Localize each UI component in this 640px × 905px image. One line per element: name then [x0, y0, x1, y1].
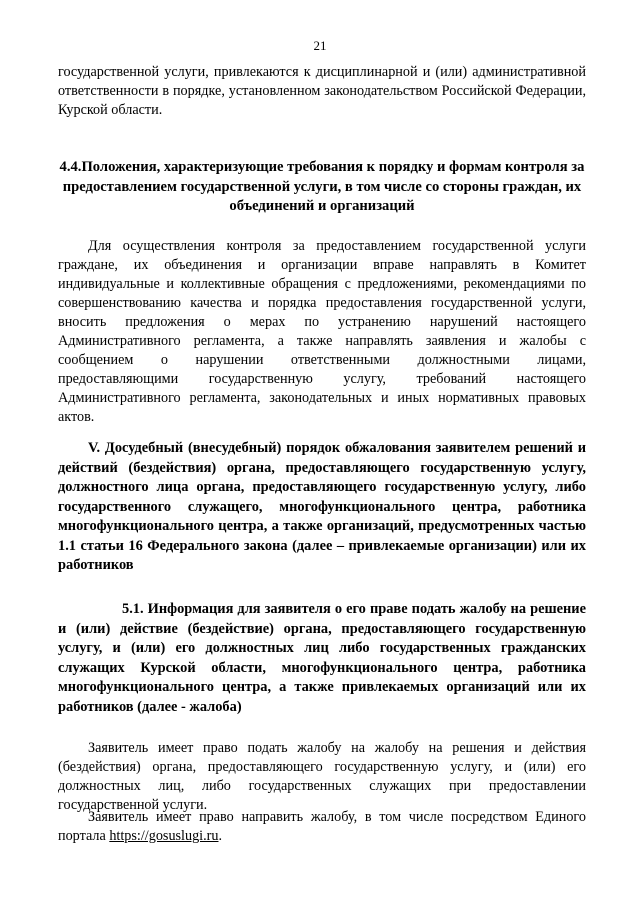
paragraph-text-start: Заявитель имеет право направить жалобу, в том числе посредством Единого портала [58, 809, 586, 844]
paragraph-text-end: . [218, 828, 223, 844]
heading-text: V. Досудебный (внесудебный) порядок обжалования заявителем решений и действий (бездействия) органа, предоставляющего государственную услугу, должностного лица органа, предоставляющего государственную услугу, либо государственного служащего, многофункционального центра, работника многофункционального центра, а также организаций, предусмотренных частью 1.1 статьи 16 Федерального закона (далее – привлекаемые организации) или их работников [58, 440, 586, 573]
section-heading-4-4 [58, 158, 586, 217]
paragraph-text: Заявитель имеет право подать жалобу на жалобу на решения и действия (бездействия) органа, предоставляющего государственную услугу, и (или) его должностных лиц, либо государственных служащих при предоставлении государственной услуги. [58, 740, 586, 813]
paragraph-responsibility [58, 63, 586, 120]
section-heading-v [58, 439, 586, 576]
heading-text: 4.4.Положения, характеризующие требования к порядку и формам контроля за предоставлением государственной услуги, в том числе со стороны граждан, их объединений и организаций [59, 159, 585, 214]
heading-text: 5.1. Информация для заявителя о его праве подать жалобу на решение и (или) действие (бездействие) органа, предоставляющего государственную услугу, и (или) его должностных лиц либо государственных гражданских служащих Курской области, многофункционального центра, работника многофункционального центра, а также привлекаемых организаций или их работников (далее - жалоба) [58, 601, 586, 715]
paragraph-text [58, 808, 586, 846]
gosuslugi-link[interactable]: https://gosuslugi.ru [109, 828, 219, 844]
paragraph-text: Для осуществления контроля за предоставлением государственной услуги граждане, их объединения и организации вправе направлять в Комитет индивидуальные и коллективные обращения с предложениями, рекомендациями по совершенствованию качества и порядка предоставления государственной услуги, вносить предложения о мерах по устранению нарушений настоящего Административного регламента, а также направлять заявления и жалобы с сообщением о нарушении ответственными должностными лицами, предоставляющими государственную услугу, требований настоящего Административного регламента, законодательных и иных нормативных правовых актов. [58, 238, 586, 425]
paragraph-text: государственной услуги, привлекаются к дисциплинарной и (или) административной ответственности в порядке, установленном законодательством Российской Федерации, Курской области. [58, 64, 586, 118]
paragraph-complaint-right [58, 739, 586, 815]
paragraph-portal [58, 808, 586, 846]
page-number: 21 [313, 38, 327, 53]
section-heading-5-1 [58, 600, 586, 717]
paragraph-control [58, 237, 586, 427]
